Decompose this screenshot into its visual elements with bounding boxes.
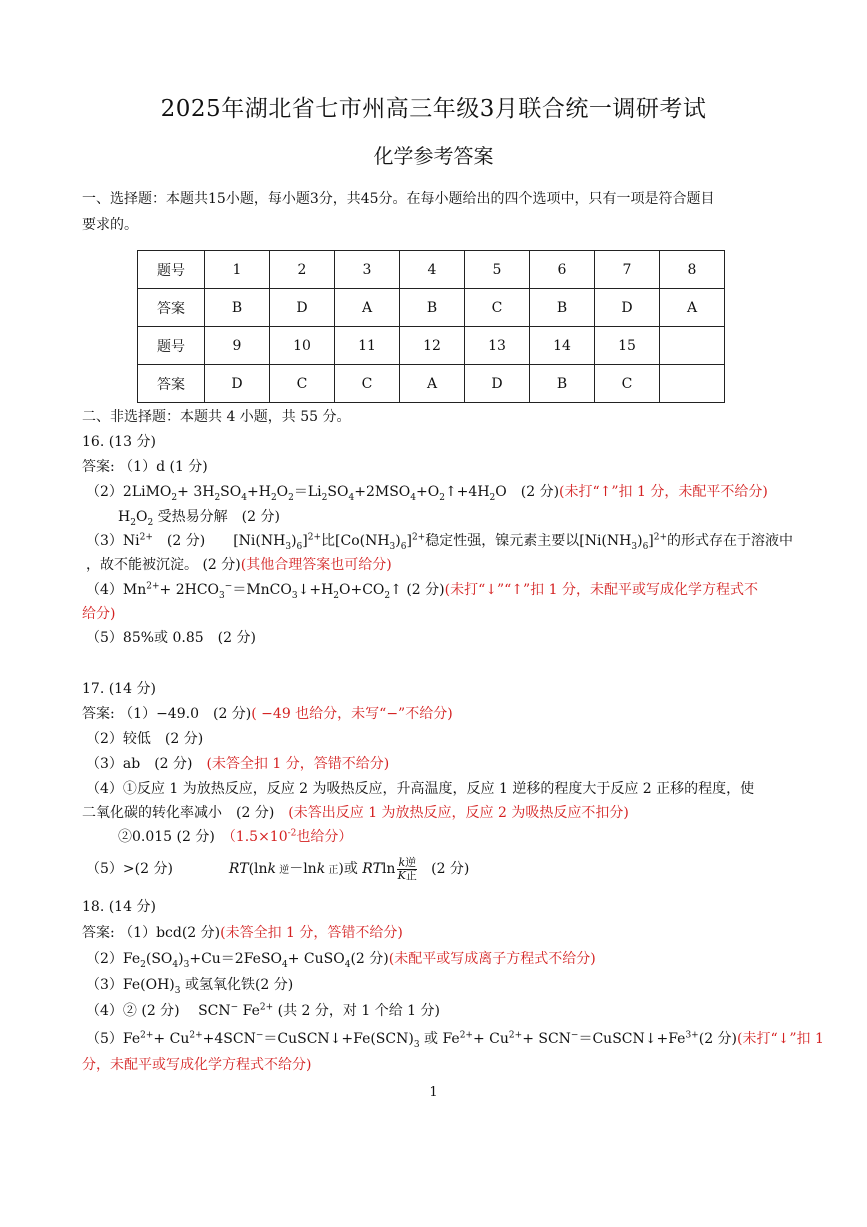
- table-row-header: 答案: [138, 365, 205, 403]
- table-cell: 1: [205, 251, 270, 289]
- table-cell: B: [400, 289, 465, 327]
- table-cell: 6: [530, 251, 595, 289]
- page-subtitle: 化学参考答案: [373, 144, 494, 168]
- q16-answer-1: 答案: （1）d (1 分): [82, 459, 208, 475]
- table-cell: 2: [270, 251, 335, 289]
- table-cell: 8: [660, 251, 725, 289]
- q18-answer-4: （4）② (2 分) SCN− $Fe^{2+}$ (共 2 分，对 1 个给 1 分): [86, 1002, 440, 1019]
- q18-answer-2-note: (未配平或写成离子方程式不给分): [388, 951, 596, 967]
- q18-answer-5-note: (未打“↓”扣 1: [737, 1031, 824, 1047]
- table-cell: 12: [400, 327, 465, 365]
- section1-intro-cont: 要求的。: [82, 217, 138, 233]
- table-cell: A: [335, 289, 400, 327]
- table-row: [138, 251, 725, 289]
- q17-heading: 17. (14 分): [82, 681, 156, 697]
- q16-answer-4-note-cont: 给分): [82, 606, 116, 622]
- q16-answer-5: （5）85%或 0.85 (2 分): [86, 630, 256, 646]
- section2-intro: 二、非选择题：本题共 4 小题，共 55 分。: [82, 409, 351, 425]
- table-cell: 14: [530, 327, 595, 365]
- table-row: [138, 327, 725, 365]
- table-cell: 7: [595, 251, 660, 289]
- q17-answer-1-note: ( −49 也给分，未写“−”不给分): [251, 706, 453, 722]
- q18-answer-1-note: (未答全扣 1 分，答错不给分): [220, 925, 403, 941]
- rate-constant-ratio: $\frac{\text{k逆}}{\text{K正}}$: [397, 855, 417, 882]
- table-cell: 15: [595, 327, 660, 365]
- q16-answer-4: $(4)Mn^{2+}+$ $2HCO_3^-=MnCO_3↓+H_2O+CO_2↑$ (2 分)(未打“↓”“↑”扣 1 分，未配平或写成化学方程式不: [86, 581, 758, 601]
- table-cell: [660, 327, 725, 365]
- table-cell: D: [465, 365, 530, 403]
- table-cell: 10: [270, 327, 335, 365]
- table-cell: 3: [335, 251, 400, 289]
- table-cell: D: [205, 365, 270, 403]
- q16-heading: 16. (13 分): [82, 434, 156, 450]
- table-cell: C: [335, 365, 400, 403]
- q18-answer-5: $(5)Fe^{2+}+$ $Cu^{2+}+4SCN^-=CuSCN↓+Fe(SCN)_3$ 或 $Fe^{2+}+ Cu^{2+}+$ $SCN^-=CuSCN↓+Fe^{3+}(2$ 分)(未打“↓”扣 1: [86, 1030, 824, 1050]
- table-cell: 9: [205, 327, 270, 365]
- page-number: 1: [429, 1085, 438, 1100]
- q18-heading: 18. (14 分): [82, 899, 156, 915]
- section1-intro: 一、选择题：本题共15小题，每小题3分，共45分。在每小题给出的四个选项中，只有一项是符合题目: [82, 191, 715, 207]
- q17-answer-3-note: (未答全扣 1 分，答错不给分): [206, 756, 390, 772]
- table-cell: 5: [465, 251, 530, 289]
- q16-answer-3-cont: ，故不能被沉淀。 (2 分)(其他合理答案也可给分): [86, 557, 392, 573]
- q16-answer-2-note: (未打“↑”扣 1 分，未配平不给分): [559, 484, 768, 500]
- table-row-header: 题号: [138, 327, 205, 365]
- q16-answer-3-note: (其他合理答案也可给分): [240, 557, 392, 573]
- table-row: [138, 289, 725, 327]
- table-row-header: 题号: [138, 251, 205, 289]
- q17-answer-4: （4）①反应 1 为放热反应，反应 2 为吸热反应，升高温度，反应 1 逆移的程度大于反应 2 正移的程度，使: [86, 781, 755, 797]
- table-cell: A: [660, 289, 725, 327]
- table-cell: D: [595, 289, 660, 327]
- q17-answer-2: （2）较低 (2 分): [86, 731, 204, 747]
- q16-answer-2: （2）2LiMO$_2$+ $3H_2SO_4+H_2O_2=Li_2SO_4+2MSO_4+O_2↑+4H_2O$ (2 分)(未打“↑”扣 1 分，未配平不给分): [86, 484, 768, 503]
- table-cell: C: [465, 289, 530, 327]
- table-cell: B: [530, 365, 595, 403]
- table-cell: [660, 365, 725, 403]
- answer-table: [137, 250, 725, 403]
- q18-answer-1: 答案: （1）bcd(2 分)(未答全扣 1 分，答错不给分): [82, 925, 403, 941]
- q18-answer-5-note-cont: 分，未配平或写成化学方程式不给分): [82, 1057, 312, 1073]
- q17-answer-4b-note: （$1.5\times 10^{-2}$也给分）: [228, 828, 353, 845]
- q16-answer-4-note: (未打“↓”“↑”扣 1 分，未配平或写成化学方程式不: [444, 582, 758, 598]
- table-cell: A: [400, 365, 465, 403]
- table-row: [138, 365, 725, 403]
- q17-answer-1: 答案: （1）−49.0 (2 分)( −49 也给分，未写“−”不给分): [82, 706, 453, 722]
- table-row-header: 答案: [138, 289, 205, 327]
- q17-answer-4-note: (未答出反应 1 为放热反应，反应 2 为吸热反应不扣分): [288, 805, 629, 821]
- q17-answer-3: （3）ab (2 分) (未答全扣 1 分，答错不给分): [86, 756, 390, 772]
- table-cell: B: [205, 289, 270, 327]
- table-cell: B: [530, 289, 595, 327]
- q17-answer-4-cont: 二氧化碳的转化率减小 (2 分) (未答出反应 1 为放热反应，反应 2 为吸热反应不扣分): [82, 805, 629, 821]
- table-cell: C: [595, 365, 660, 403]
- table-cell: D: [270, 289, 335, 327]
- q17-answer-5: （5）>(2 分) RT(lnk 逆－lnk 正)或 RTln $\frac{\text{k逆}}{\text{K正}}$ (2 分): [86, 855, 470, 882]
- table-cell: 13: [465, 327, 530, 365]
- q16-answer-3: $(3)Ni^{2+}$ (2 分) $[Ni(NH_3)_6]^{2+}$比$[Co(NH_3)_6]^{2+}$稳定性强，镍元素主要以$[Ni(NH_3)_6]^{2+}$的形式存在于溶液中: [86, 532, 794, 552]
- q18-answer-2: $(2)Fe_2(SO_4)_3+Cu=2FeSO_4+$ CuSO$_4$(2 分)(未配平或写成离子方程式不给分): [86, 951, 596, 970]
- q18-answer-3: $(3)Fe(OH)_3$ 或氢氧化铁(2 分): [86, 977, 294, 996]
- q17-answer-4b: ②0.015 (2 分) （$1.5\times 10^{-2}$也给分）: [118, 828, 353, 845]
- table-cell: C: [270, 365, 335, 403]
- page-title: 2025年湖北省七市州高三年级3月联合统一调研考试: [160, 96, 707, 122]
- q16-answer-2b: $H_2O_2$ 受热易分解 (2 分): [118, 509, 280, 528]
- table-cell: 11: [335, 327, 400, 365]
- table-cell: 4: [400, 251, 465, 289]
